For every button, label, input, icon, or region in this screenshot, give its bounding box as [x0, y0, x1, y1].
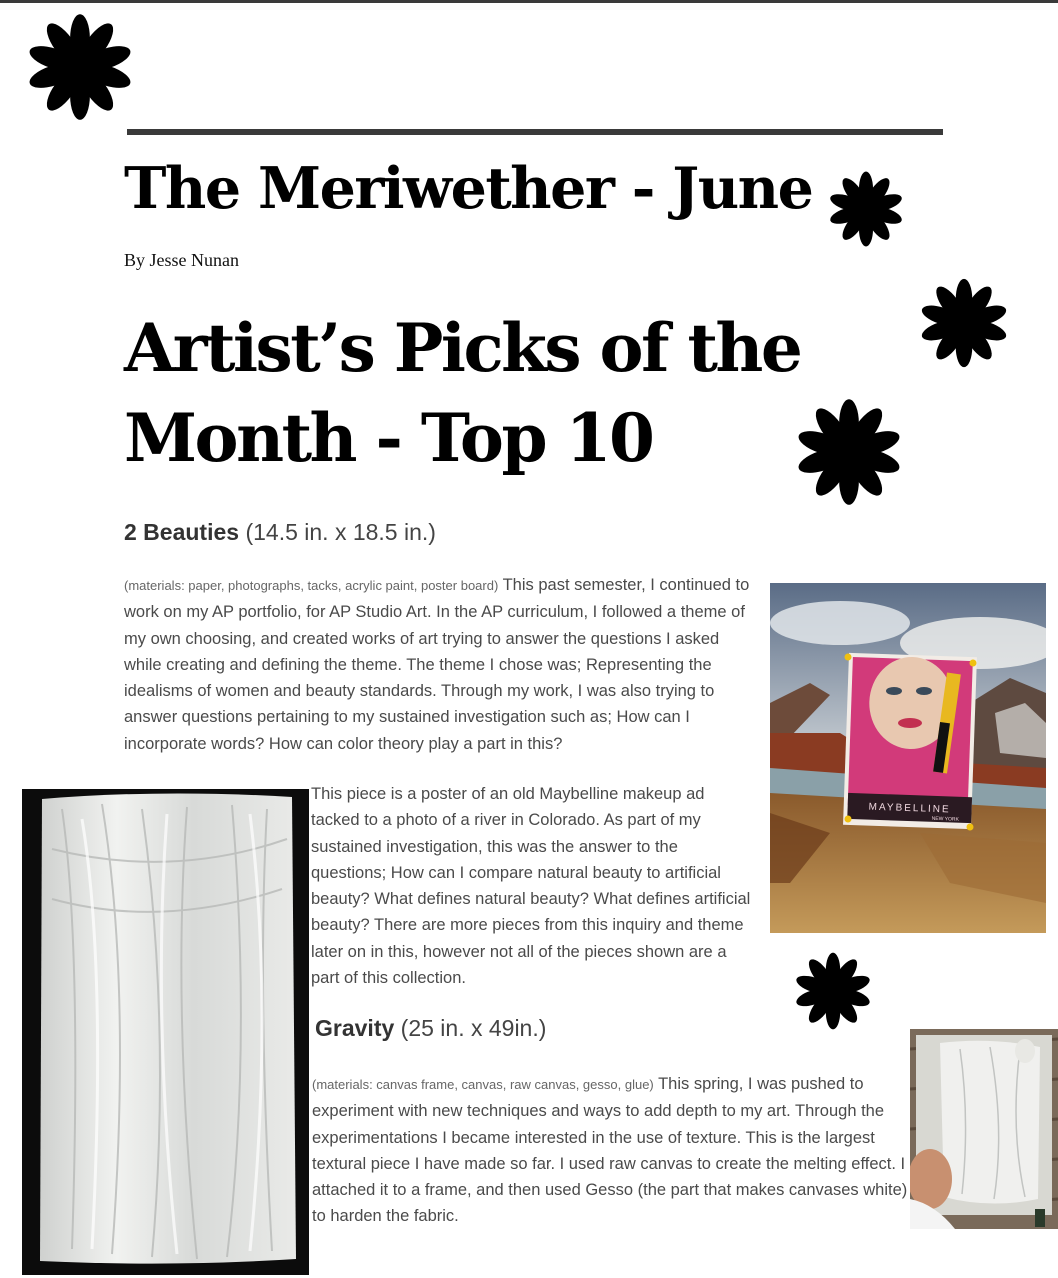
artwork-paragraph: This spring, I was pushed to experiment with new techniques and ways to add depth to my art. Through the experimentations I became interested in the use of texture. This is the largest textural piece I have made so far. I used raw canvas to create the melting effect. I attached it to a frame, and then used Gesso (the part that makes canvases white) to harden the fabric.	[312, 1075, 908, 1226]
asterisk-flower-icon	[913, 277, 1015, 369]
artwork-materials: (materials: canvas frame, canvas, raw canvas, gesso, glue)	[312, 1077, 654, 1092]
newsletter-title: The Meriwether - June	[124, 155, 813, 222]
header-rule	[127, 129, 943, 135]
artwork-heading	[124, 519, 436, 546]
artwork-title: 2 Beauties	[124, 519, 240, 545]
artwork-photo-gravity	[22, 789, 309, 1275]
maybelline-poster	[843, 653, 977, 831]
artwork-dimensions: (25 in. x 49in.)	[400, 1015, 547, 1041]
asterisk-flower-icon	[823, 170, 909, 248]
byline: By Jesse Nunan	[124, 250, 239, 270]
artwork-photo-2-beauties	[770, 583, 1046, 933]
poster-city: NEW YORK	[931, 815, 959, 823]
asterisk-flower-icon	[789, 951, 877, 1031]
artwork-title: Gravity	[315, 1015, 395, 1041]
artwork-process-photo	[910, 1029, 1058, 1229]
artwork-paragraph-2: This piece is a poster of an old Maybelline makeup ad tacked to a photo of a river in Colorado. As part of my sustained investigation, this was the answer to the questions; How can I compare natural beauty to artificial beauty? What defines natural beauty? What defines artificial beauty? There are more pieces from this inquiry and theme later on in this, however not all of the pieces shown are a part of this collection.	[311, 785, 751, 988]
asterisk-flower-icon	[788, 397, 910, 507]
artwork-description	[124, 572, 754, 757]
asterisk-flower-icon	[20, 12, 140, 122]
artwork-materials: (materials: paper, photographs, tacks, acrylic paint, poster board)	[124, 578, 499, 593]
artwork-dimensions: (14.5 in. x 18.5 in.)	[245, 519, 436, 545]
poster-brand: MAYBELLINE	[868, 801, 951, 816]
artwork-description	[312, 1071, 908, 1230]
article-headline: Artist’s Picks of the Month - Top 10	[124, 309, 801, 477]
artwork-paragraph: This past semester, I continued to work on my AP portfolio, for AP Studio Art. In the AP curriculum, I followed a theme of my own choosing, and created works of art trying to answer the questions I asked while creating and defining the theme. The theme I chose was; Representing the idealisms of women and beauty standards. Through my work, I was also trying to answer questions pertaining to my sustained investigation such as; How can I incorporate words? How can color theory play a part in this?	[124, 576, 750, 753]
top-border	[0, 0, 1058, 3]
artwork-heading	[315, 1015, 546, 1042]
